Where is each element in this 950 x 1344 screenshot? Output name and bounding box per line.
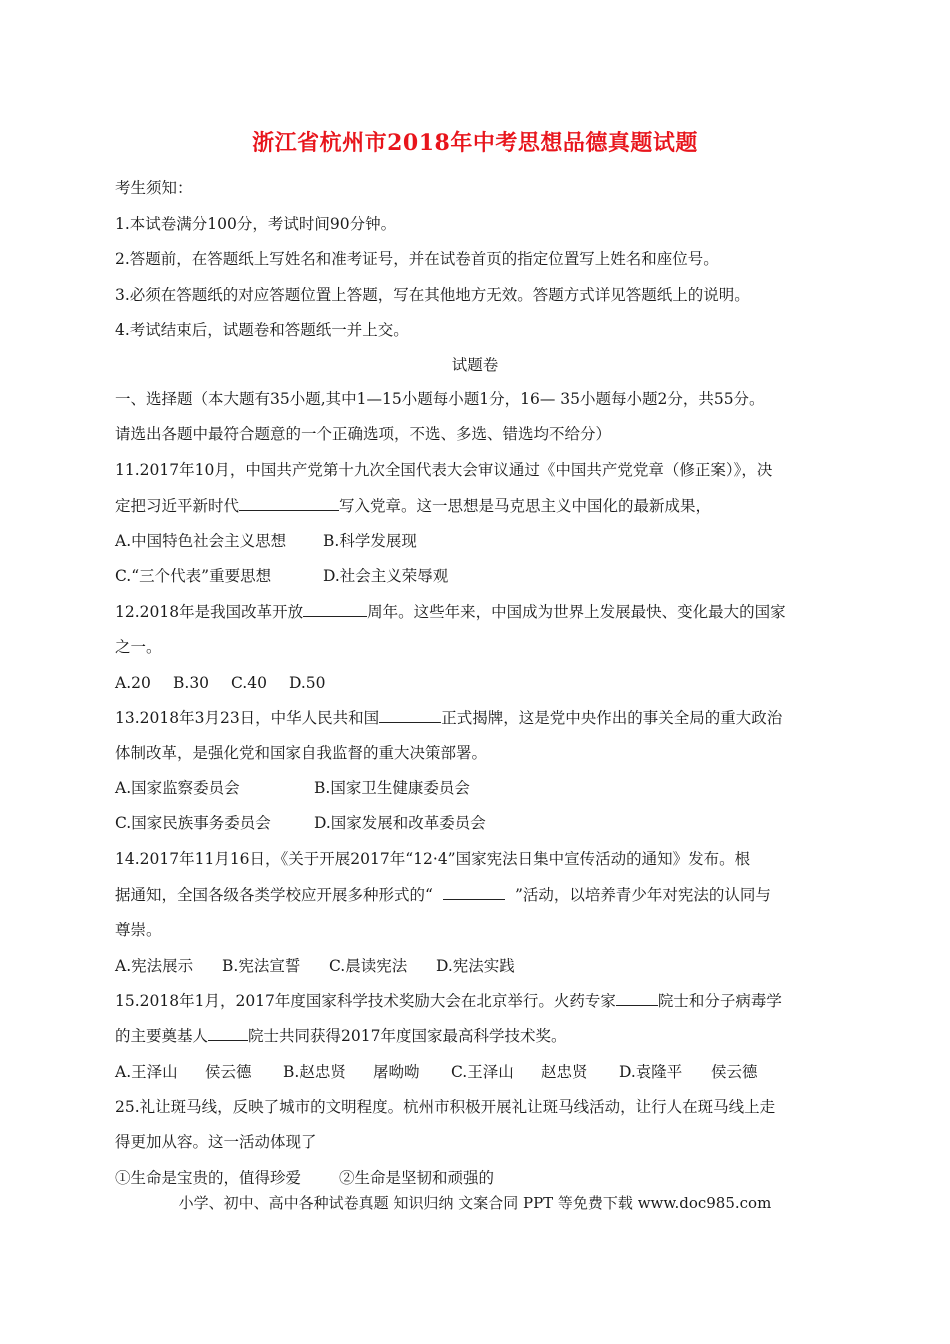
q25-stem-line1: 25.礼让斑马线，反映了城市的文明程度。杭州市积极开展礼让斑马线活动，让行人在斑马线上走 [115, 1098, 776, 1116]
q13-stem-text-b: 正式揭牌，这是党中央作出的事关全局的重大政治 [441, 709, 783, 727]
q12-option-d: D.50 [289, 674, 326, 692]
notice-item-3: 3.必须在答题纸的对应答题位置上答题，写在其他地方无效。答题方式详见答题纸上的说明。 [115, 286, 750, 304]
q13-option-d: D.国家发展和改革委员会 [314, 814, 486, 832]
q25-statement-2: ②生命是坚韧和顽强的 [339, 1169, 495, 1187]
q25-statement-1: ①生命是宝贵的，值得珍爱 [115, 1169, 302, 1187]
q12-stem-text-b: 周年。这些年来，中国成为世界上发展最快、变化最大的国家 [367, 603, 786, 621]
q12-option-b: B.30 [173, 674, 210, 692]
q15-stem-text-b: 院士和分子病毒学 [657, 992, 782, 1010]
q15-answer-blank-1 [616, 991, 658, 1006]
q15-option-c-name2: 赵忠贤 [541, 1063, 588, 1081]
q15-option-d-name1: D.袁隆平 [619, 1063, 683, 1081]
part1-instructions-line2: 请选出各题中最符合题意的一个正确选项，不选、多选、错选均不给分） [115, 425, 612, 443]
q15-stem-line1 [115, 991, 782, 1011]
q14-answer-blank [443, 885, 505, 900]
q11-option-d: D.社会主义荣辱观 [323, 567, 449, 585]
q15-stem-line2 [115, 1026, 566, 1046]
section-title: 试题卷 [451, 356, 499, 374]
q15-stem-text-d: 院士共同获得2017年度国家最高科学技术奖。 [248, 1027, 567, 1045]
q11-option-c: C.“三个代表”重要思想 [115, 567, 272, 585]
q12-option-c: C.40 [231, 674, 267, 692]
q13-stem-line2: 体制改革，是强化党和国家自我监督的重大决策部署。 [115, 744, 488, 762]
q15-option-b-name2: 屠呦呦 [373, 1063, 420, 1081]
page-footer: 小学、初中、高中各种试卷真题 知识归纳 文案合同 PPT 等免费下载 www.doc985.com [178, 1194, 772, 1212]
q15-option-c-name1: C.王泽山 [451, 1063, 514, 1081]
q14-stem-line3: 尊崇。 [115, 921, 162, 939]
q13-stem-text-a: 13.2018年3月23日，中华人民共和国 [115, 709, 380, 727]
q13-option-a: A.国家监察委员会 [115, 779, 240, 797]
q14-option-c: C.晨读宪法 [329, 957, 408, 975]
q11-option-a: A.中国特色社会主义思想 [115, 532, 287, 550]
q14-stem-line2 [115, 885, 771, 905]
q11-answer-blank [239, 496, 339, 511]
q13-option-b: B.国家卫生健康委员会 [314, 779, 470, 797]
q15-option-a-name2: 侯云德 [205, 1063, 252, 1081]
q13-options-row1 [115, 778, 470, 798]
q15-answer-blank-2 [208, 1026, 248, 1041]
q15-option-a-name1: A.王泽山 [115, 1063, 178, 1081]
q12-stem-line1 [115, 602, 786, 622]
q15-option-d-name2: 侯云德 [711, 1063, 758, 1081]
q11-option-b: B.科学发展现 [323, 532, 417, 550]
q13-stem-line1 [115, 708, 782, 728]
q11-stem-line2 [115, 496, 711, 516]
q14-stem-text-a: 据通知，全国各级各类学校应开展多种形式的“ [115, 886, 433, 904]
q14-option-d: D.宪法实践 [436, 957, 515, 975]
q11-options-row2 [115, 566, 448, 586]
q25-stem-line2: 得更加从容。这一活动体现了 [115, 1133, 317, 1151]
part1-instructions-line1: 一、选择题（本大题有35小题,其中1—15小题每小题1分，16— 35小题每小题2分，共55分。 [115, 390, 765, 408]
q14-stem-line1: 14.2017年11月16日，《关于开展2017年“12·4”国家宪法日集中宣传活动的通知》发布。根 [115, 850, 751, 868]
q12-answer-blank [303, 602, 367, 617]
q15-option-b-name1: B.赵忠贤 [283, 1063, 346, 1081]
notice-item-1: 1.本试卷满分100分，考试时间90分钟。 [115, 215, 397, 233]
page-title: 浙江省杭州市2018年中考思想品德真题试题 [252, 130, 698, 156]
q12-stem-line2: 之一。 [115, 638, 162, 656]
q12-options-row [115, 673, 326, 693]
q13-option-c: C.国家民族事务委员会 [115, 814, 271, 832]
q11-options-row1 [115, 531, 417, 551]
q11-stem-text-b: 写入党章。这一思想是马克思主义中国化的最新成果， [339, 497, 712, 515]
q15-stem-text-a: 15.2018年1月，2017年度国家科学技术奖励大会在北京举行。火药专家 [115, 992, 616, 1010]
q14-options-row [115, 956, 515, 976]
notice-heading: 考生须知： [115, 179, 193, 197]
q14-option-b: B.宪法宣誓 [222, 957, 301, 975]
q12-stem-text-a: 12.2018年是我国改革开放 [115, 603, 304, 621]
notice-item-4: 4.考试结束后，试题卷和答题纸一并上交。 [115, 321, 409, 339]
q25-statements-row [115, 1168, 494, 1188]
q13-options-row2 [115, 813, 486, 833]
q14-stem-text-b: ”活动，以培养青少年对宪法的认同与 [514, 886, 771, 904]
q15-stem-text-c: 的主要奠基人 [115, 1027, 209, 1045]
q12-option-a: A.20 [115, 674, 151, 692]
notice-item-2: 2.答题前，在答题纸上写姓名和准考证号，并在试卷首页的指定位置写上姓名和座位号。 [115, 250, 719, 268]
q13-answer-blank [379, 708, 441, 723]
q11-stem-text-a: 定把习近平新时代 [115, 497, 240, 515]
q14-option-a: A.宪法展示 [115, 957, 194, 975]
q15-options-row [115, 1062, 758, 1082]
q11-stem-line1: 11.2017年10月，中国共产党第十九次全国代表大会审议通过《中国共产党党章（修正案）》，决 [115, 461, 773, 479]
